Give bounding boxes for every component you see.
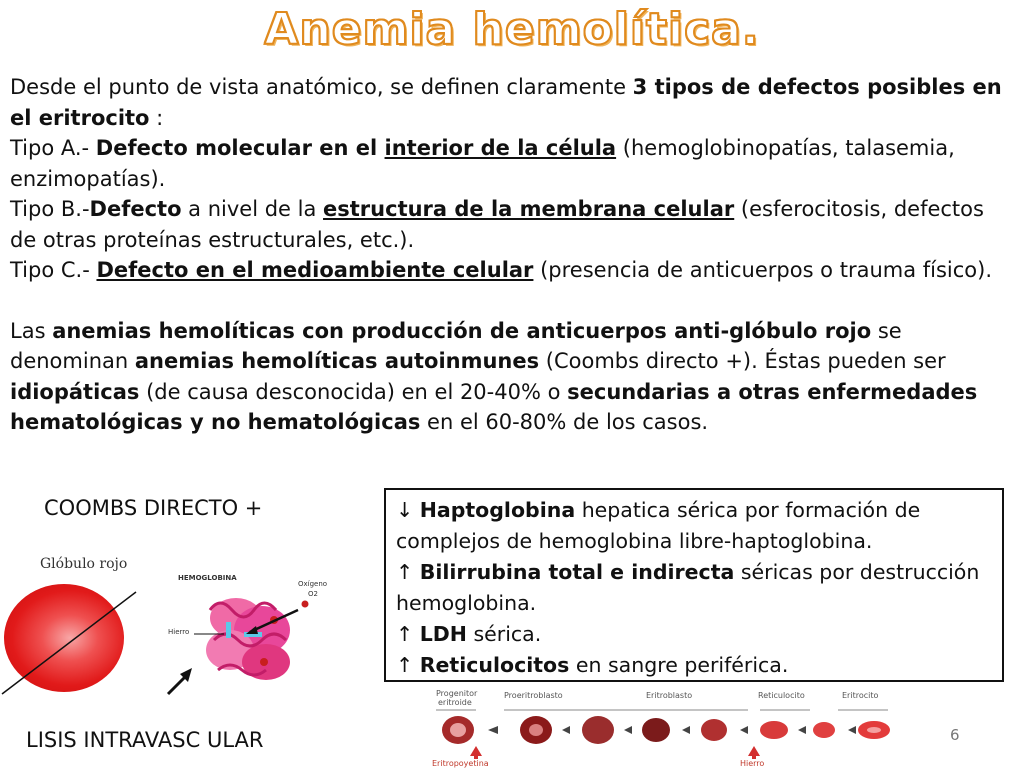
finding-haptoglobina: ↓ Haptoglobina hepatica sérica por formación de complejos de hemoglobina libre-haptoglobina. [396,498,921,553]
coombs-label: COOMBS DIRECTO + [44,496,263,520]
tipo-a-paragraph: Tipo A.- Defecto molecular en el interior de la célula (hemoglobinopatías, talasemia, enzimopatías). [10,136,955,191]
hemoglobin-illustration [166,570,336,700]
arrow-up-icon: ↑ [396,560,420,584]
arrow-down-icon: ↓ [396,498,420,522]
autoimmune-paragraph: Las anemias hemolíticas con producción de anticuerpos anti-glóbulo rojo se denominan anemias hemolíticas autoinmunes (Coombs directo +). Éstas pueden ser idiopáticas (de causa desconocida) en el 20-40% o secundarias a otras enfermedades hematológicas y no hematológicas en el 60-80% de los casos. [10,318,978,434]
label-eritrocito: Eritrocito [842,691,879,700]
arrow-up-icon: ↑ [396,653,420,677]
label-reticulocito: Reticulocito [758,691,805,700]
hemo-hierro: Hierro [168,628,190,636]
hemo-title: HEMOGLOBINA [178,574,237,582]
label-hierro: Hierro [740,759,765,768]
protein-ribbons [206,598,309,680]
cell-sequence [442,716,890,744]
page-number: 6 [950,726,960,744]
hemo-o2: O2 [308,590,318,598]
finding-ldh: ↑ LDH sérica. [396,622,542,646]
tipo-b-paragraph: Tipo B.-Defecto a nivel de la estructura de la membrana celular (esferocitosis, defectos de otras proteínas estructurales, etc.). [10,197,984,252]
red-cell-caption: Glóbulo rojo [40,556,128,572]
label-proeritroblasto: Proeritroblasto [504,691,563,700]
label-progenitor: Progenitor [436,689,478,698]
finding-bilirrubina: ↑ Bilirrubina total e indirecta séricas por destrucción hemoglobina. [396,560,980,615]
label-eritroblasto: Eritroblasto [646,691,693,700]
main-text [10,72,1010,438]
lisis-label: LISIS INTRAVASC ULAR [26,728,264,752]
label-eritropoyetina: Eritropoyetina [432,759,489,768]
label-eritroide: eritroide [438,698,472,707]
slide-title: Anemia hemolítica. [264,4,760,55]
erythropoiesis-diagram [428,688,898,768]
lysis-line [0,590,140,700]
hemo-oxigeno: Oxígeno [298,580,328,588]
tipo-c-paragraph: Tipo C.- Defecto en el medioambiente celular (presencia de anticuerpos o trauma físico). [10,258,993,282]
arrow-up-icon: ↑ [396,622,420,646]
lab-findings-box [384,488,1004,682]
intro-paragraph: Desde el punto de vista anatómico, se definen claramente 3 tipos de defectos posibles en el eritrocito : [10,75,1002,130]
finding-reticulocitos: ↑ Reticulocitos en sangre periférica. [396,653,789,677]
